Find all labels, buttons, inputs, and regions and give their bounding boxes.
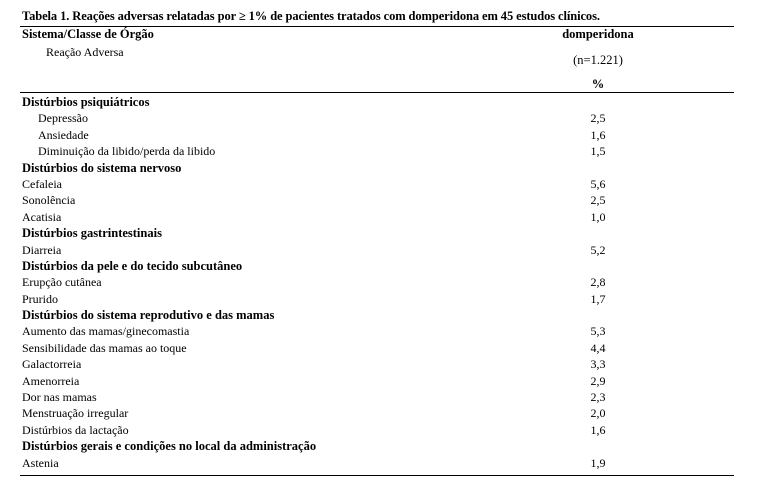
table-category-row xyxy=(0,439,759,455)
reaction-label: Amenorreia xyxy=(22,373,80,388)
category-label: Distúrbios da pele e do tecido subcutâneo xyxy=(22,258,243,273)
table-category-row xyxy=(0,308,759,324)
table-row xyxy=(0,423,759,439)
category-label: Distúrbios psiquiátricos xyxy=(22,95,150,109)
percentage-value: 2,3 xyxy=(590,390,606,405)
table-category-row xyxy=(0,95,759,111)
reaction-label: Depressão xyxy=(38,111,88,126)
reaction-label: Distúrbios da lactação xyxy=(22,422,129,437)
table-row xyxy=(0,374,759,390)
percentage-value: 4,4 xyxy=(590,340,606,355)
column-header-drug: domperidona xyxy=(562,27,634,41)
table-category-row xyxy=(0,259,759,275)
category-label: Distúrbios do sistema reprodutivo e das mamas xyxy=(22,308,275,323)
column-header-system-organ-class: Sistema/Classe de Órgão xyxy=(22,27,154,41)
table-row xyxy=(0,144,759,160)
percentage-value: 2,5 xyxy=(590,111,606,126)
percentage-value: 1,9 xyxy=(590,455,606,470)
reaction-label: Sensibilidade das mamas ao toque xyxy=(22,340,187,355)
table-row xyxy=(0,193,759,209)
table-category-row xyxy=(0,161,759,177)
table-body xyxy=(0,95,759,472)
percentage-value: 5,3 xyxy=(590,324,606,339)
percentage-value: 5,2 xyxy=(590,242,606,257)
table-row xyxy=(0,128,759,144)
table-row xyxy=(0,292,759,308)
percentage-value: 2,5 xyxy=(590,193,606,208)
table-row xyxy=(0,210,759,226)
percentage-value: 2,8 xyxy=(590,275,606,290)
reaction-label: Diminuição da libido/perda da libido xyxy=(38,144,216,159)
reaction-label: Dor nas mamas xyxy=(22,390,97,405)
reaction-label: Menstruação irregular xyxy=(22,406,129,421)
column-header-sample-size: (n=1.221) xyxy=(573,53,623,67)
reaction-label: Galactorreia xyxy=(22,357,82,372)
category-label: Distúrbios do sistema nervoso xyxy=(22,160,182,175)
percentage-value: 1,6 xyxy=(590,127,606,142)
bottom-rule xyxy=(20,475,734,476)
table-row xyxy=(0,275,759,291)
percentage-value: 1,5 xyxy=(590,144,606,159)
percentage-value: 2,0 xyxy=(590,406,606,421)
reaction-label: Erupção cutânea xyxy=(22,275,102,290)
percentage-value: 2,9 xyxy=(590,373,606,388)
percentage-value: 5,6 xyxy=(590,176,606,191)
table-row xyxy=(0,177,759,193)
column-header-unit: % xyxy=(591,77,605,91)
reaction-label: Cefaleia xyxy=(22,176,62,191)
category-label: Distúrbios gerais e condições no local da administração xyxy=(22,439,317,454)
percentage-value: 1,6 xyxy=(590,422,606,437)
percentage-value: 1,7 xyxy=(590,291,606,306)
table-row xyxy=(0,243,759,259)
table-row xyxy=(0,341,759,357)
reaction-label: Ansiedade xyxy=(38,127,89,142)
percentage-value: 1,0 xyxy=(590,209,606,224)
table-row xyxy=(0,111,759,127)
table-row xyxy=(0,456,759,472)
percentage-value: 3,3 xyxy=(590,357,606,372)
table-row xyxy=(0,406,759,422)
table-row xyxy=(0,390,759,406)
reaction-label: Acatisia xyxy=(22,209,62,224)
header-rule xyxy=(20,92,734,93)
table-title: Tabela 1. Reações adversas relatadas por ≥ 1% de pacientes tratados com domperidona em 45 estudos clínicos. xyxy=(22,9,600,23)
reaction-label: Astenia xyxy=(22,455,59,470)
column-subheader-adverse-reaction: Reação Adversa xyxy=(46,45,124,59)
table-category-row xyxy=(0,226,759,242)
reaction-label: Aumento das mamas/ginecomastia xyxy=(22,324,190,339)
category-label: Distúrbios gastrintestinais xyxy=(22,226,162,241)
reaction-label: Diarreia xyxy=(22,242,62,257)
table-row xyxy=(0,324,759,340)
reaction-label: Prurido xyxy=(22,291,58,306)
table-row xyxy=(0,357,759,373)
reaction-label: Sonolência xyxy=(22,193,76,208)
